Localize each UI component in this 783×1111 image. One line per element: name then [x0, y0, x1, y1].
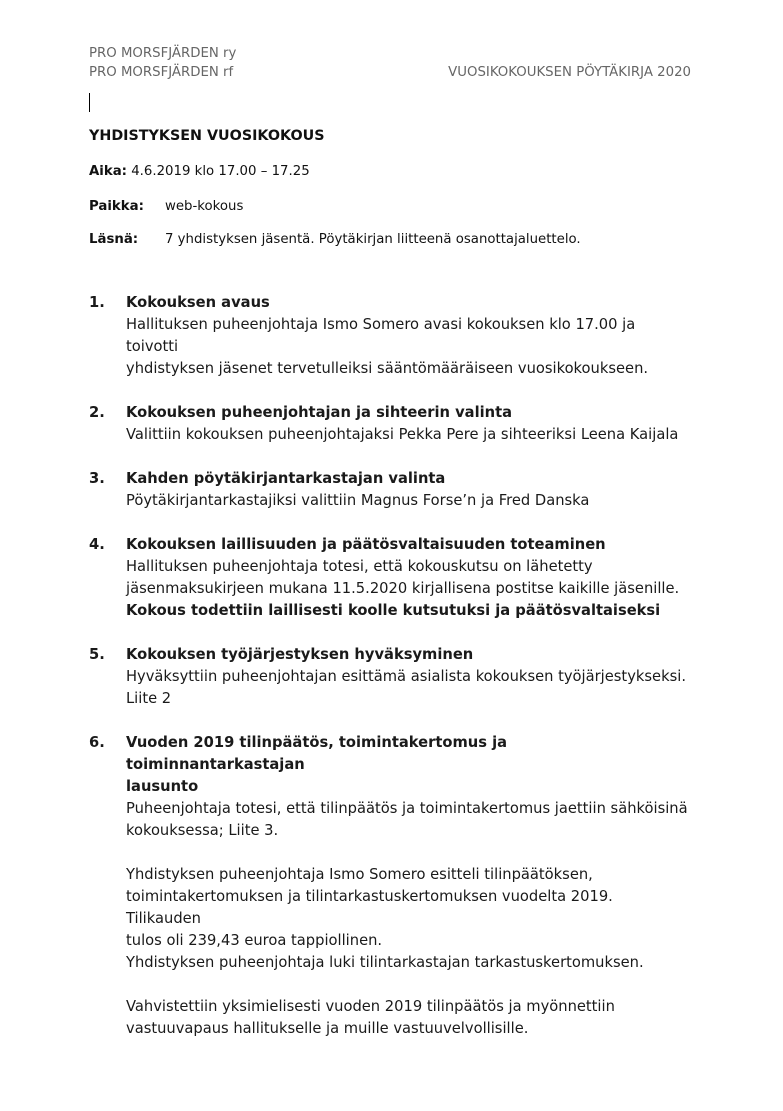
meta-place — [89, 199, 244, 214]
item-text-line: Yhdistyksen puheenjohtaja Ismo Somero esitteli tilinpäätöksen, — [126, 866, 593, 883]
agenda-item-6 — [89, 732, 689, 1040]
item-title: Kahden pöytäkirjantarkastajan valinta — [126, 470, 446, 487]
item-number: 1. — [89, 294, 105, 311]
item-text-line: Pöytäkirjantarkastajiksi valittiin Magnus Forse’n ja Fred Danska — [126, 492, 590, 509]
item-title: Kokouksen avaus — [126, 294, 270, 311]
present-value: 7 yhdistyksen jäsentä. Pöytäkirjan liitteenä osanottajaluettelo. — [165, 232, 581, 247]
item-decision: Kokous todettiin laillisesti koolle kutsutuksi ja päätösvaltaiseksi — [126, 602, 661, 619]
agenda-items — [89, 292, 689, 1062]
agenda-item-1 — [89, 292, 689, 380]
document-header-org — [89, 44, 236, 82]
meta-time — [89, 164, 310, 179]
item-text-line: Hallituksen puheenjohtaja totesi, että kokouskutsu on lähetetty — [126, 558, 593, 575]
item-number: 4. — [89, 536, 105, 553]
item-title: Kokouksen puheenjohtajan ja sihteerin valinta — [126, 404, 513, 421]
agenda-item-5 — [89, 644, 689, 710]
place-label: Paikka: — [89, 199, 144, 214]
agenda-item-2 — [89, 402, 689, 446]
item-number: 3. — [89, 470, 105, 487]
agenda-item-4 — [89, 534, 689, 622]
page-title: YHDISTYKSEN VUOSIKOKOUS — [89, 128, 325, 144]
item-title: Kokouksen työjärjestyksen hyväksyminen — [126, 646, 474, 663]
present-label: Läsnä: — [89, 232, 139, 247]
item-text-line: Hyväksyttiin puheenjohtajan esittämä asialista kokouksen työjärjestykseksi. — [126, 668, 686, 685]
item-text-line: Hallituksen puheenjohtaja Ismo Somero avasi kokouksen klo 17.00 ja toivotti — [126, 316, 636, 355]
org-name-swedish: PRO MORSFJÄRDEN rf — [89, 65, 234, 80]
item-text-line: toimintakertomuksen ja tilintarkastuskertomuksen vuodelta 2019. Tilikauden — [126, 888, 613, 927]
text-cursor[interactable] — [89, 93, 90, 112]
item-text-line: Yhdistyksen puheenjohtaja luki tilintarkastajan tarkastuskertomuksen. — [126, 954, 644, 971]
item-text-line: Liite 2 — [126, 690, 172, 707]
place-value: web-kokous — [165, 199, 244, 214]
item-title: Vuoden 2019 tilinpäätös, toimintakertomus ja toiminnantarkastajan — [126, 734, 508, 773]
document-type-label: VUOSIKOKOUKSEN PÖYTÄKIRJA 2020 — [448, 65, 691, 80]
item-text-line: kokouksessa; Liite 3. — [126, 822, 279, 839]
item-text-line: tulos oli 239,43 euroa tappiollinen. — [126, 932, 383, 949]
item-number: 2. — [89, 404, 105, 421]
item-text-line: vastuuvapaus hallitukselle ja muille vastuuvelvollisille. — [126, 1020, 529, 1037]
org-name-finnish: PRO MORSFJÄRDEN ry — [89, 46, 237, 61]
item-number: 5. — [89, 646, 105, 663]
item-text-line: Puheenjohtaja totesi, että tilinpäätös ja toimintakertomus jaettiin sähköisinä — [126, 800, 688, 817]
item-text-line: yhdistyksen jäsenet tervetulleiksi sääntömääräiseen vuosikokoukseen. — [126, 360, 649, 377]
item-title-cont: lausunto — [126, 778, 199, 795]
item-text-line: Valittiin kokouksen puheenjohtajaksi Pekka Pere ja sihteeriksi Leena Kaijala — [126, 426, 679, 443]
agenda-item-3 — [89, 468, 689, 512]
meta-present — [89, 232, 581, 247]
item-title: Kokouksen laillisuuden ja päätösvaltaisuuden toteaminen — [126, 536, 606, 553]
item-text-line: jäsenmaksukirjeen mukana 11.5.2020 kirjallisena postitse kaikille jäsenille. — [126, 580, 680, 597]
time-label: Aika: — [89, 164, 127, 179]
item-text-line: Vahvistettiin yksimielisesti vuoden 2019 tilinpäätös ja myönnettiin — [126, 998, 615, 1015]
item-number: 6. — [89, 734, 105, 751]
time-value: 4.6.2019 klo 17.00 – 17.25 — [131, 164, 310, 179]
